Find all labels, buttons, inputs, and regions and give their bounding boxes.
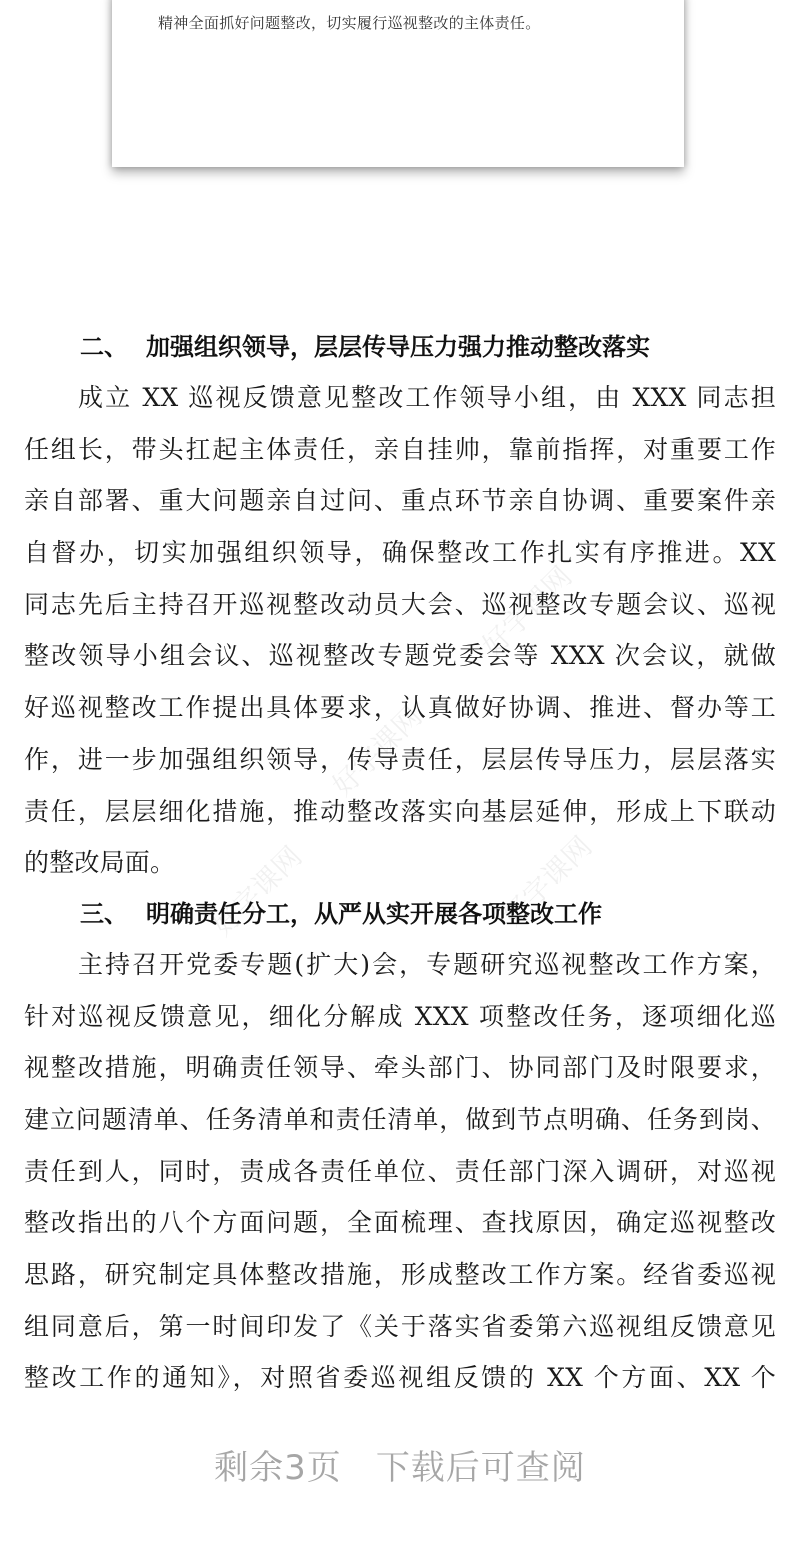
paragraph-line: 同志先后主持召开巡视整改动员大会、巡视整改专题会议、巡视: [24, 589, 776, 619]
paragraph-line: 成立 XX 巡视反馈意见整改工作领导小组，由 XXX 同志担: [78, 383, 776, 412]
paragraph-line: 思路，研究制定具体整改措施，形成整改工作方案。经省委巡视: [24, 1260, 776, 1289]
paragraph-line: 整改指出的八个方面问题，全面梳理、查找原因，确定巡视整改: [24, 1208, 776, 1238]
previous-page-card: [112, 0, 684, 167]
section-number: 三、: [80, 899, 128, 928]
paragraph-line: 责任，层层细化措施，推动整改落实向基层延伸，形成上下联动: [24, 796, 776, 826]
paragraph-line: 作，进一步加强组织领导，传导责任，层层传导压力，层层落实: [24, 744, 776, 774]
paragraph-line: 整改领导小组会议、巡视整改专题党委会等 XXX 次会议，就做: [24, 641, 776, 671]
paragraph-line: 建立问题清单、任务清单和责任清单，做到节点明确、任务到岗、: [24, 1104, 776, 1134]
section-title: 明确责任分工，从严从实开展各项整改工作: [146, 899, 602, 928]
paragraph-line: 针对巡视反馈意见，细化分解成 XXX 项整改任务，逐项细化巡: [24, 1001, 776, 1031]
paragraph-line: 好巡视整改工作提出具体要求，认真做好协调、推进、督办等工: [24, 693, 776, 723]
paragraph-line: 视整改措施，明确责任领导、牵头部门、协同部门及时限要求，: [24, 1053, 776, 1083]
paragraph-line: 亲自部署、重大问题亲自过问、重点环节亲自协调、重要案件亲: [24, 486, 776, 516]
paragraph-line: 的整改局面。: [24, 848, 176, 878]
remaining-pages-label: 剩余3页: [214, 1448, 342, 1488]
watermark: 好字课网: [205, 839, 309, 943]
paragraph-line: 任组长，带头扛起主体责任，亲自挂帅，靠前指挥，对重要工作: [24, 434, 776, 464]
download-prompt[interactable]: [0, 1440, 800, 1489]
paragraph-line: 整改工作的通知》，对照省委巡视组反馈的 XX 个方面、XX 个: [24, 1363, 776, 1393]
section-paragraph: [24, 372, 776, 889]
section-number: 二、: [80, 333, 128, 361]
section-heading: [24, 889, 776, 939]
watermark: 好字课网: [325, 699, 429, 803]
document-body: [24, 322, 776, 1404]
section-heading: [24, 322, 776, 372]
watermark: 好字课网: [495, 829, 599, 933]
paragraph-line: 组同意后，第一时间印发了《关于落实省委第六巡视组反馈意见: [24, 1311, 776, 1341]
section-title: 加强组织领导，层层传导压力强力推动整改落实: [146, 333, 650, 361]
paragraph-line: 自督办，切实加强组织领导，确保整改工作扎实有序推进。XX: [24, 538, 776, 568]
paragraph-line: 责任到人，同时，责成各责任单位、责任部门深入调研，对巡视: [24, 1156, 776, 1186]
watermark: 好字课网: [475, 559, 579, 663]
section-paragraph: [24, 939, 776, 1404]
download-to-view-label: 下载后可查阅: [375, 1448, 586, 1488]
previous-page-last-line: 精神全面抓好问题整改，切实履行巡视整改的主体责任。: [158, 14, 541, 32]
paragraph-line: 主持召开党委专题(扩大)会，专题研究巡视整改工作方案，: [78, 949, 776, 979]
